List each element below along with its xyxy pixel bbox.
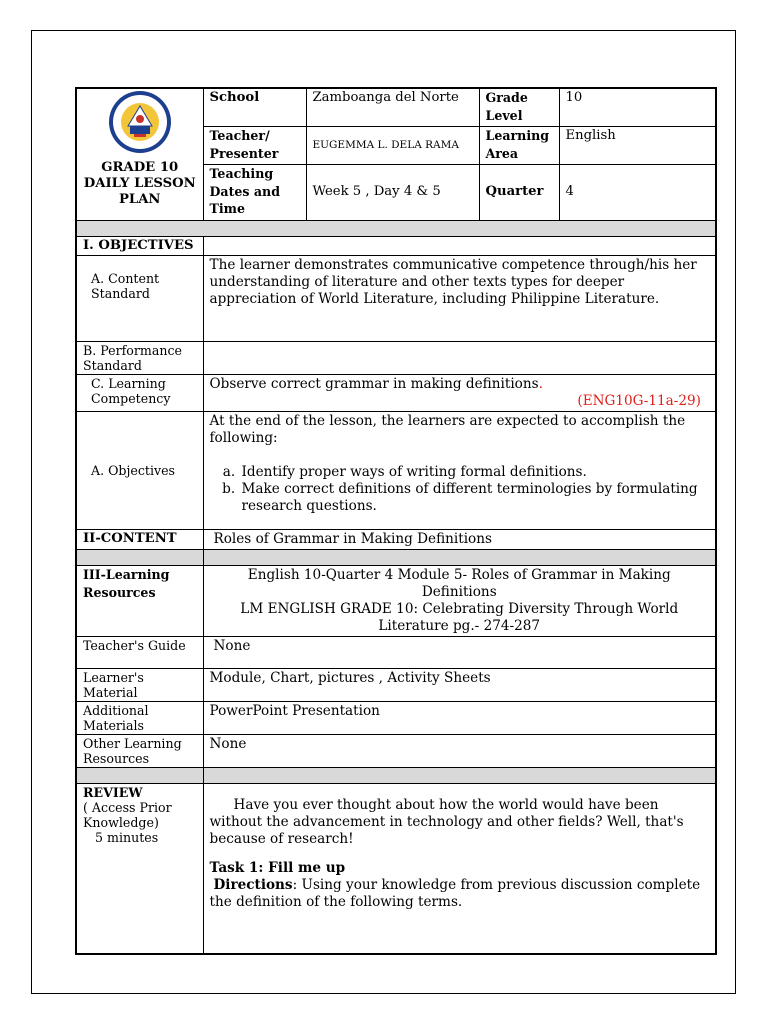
review-title xyxy=(83,785,197,800)
content-standard-value: The learner demonstrates communicative competence through/his her understanding of literature and other texts types for deeper appreciation of World Literature, including Philippine Literature. xyxy=(203,256,716,342)
resources-section-label: III-Learning Resources xyxy=(83,567,170,600)
objective-item: b. Make correct definitions of different terminologies by formulating research questions. xyxy=(240,481,710,515)
grade-level-label-cell xyxy=(479,88,559,127)
content-section-cell xyxy=(76,530,203,550)
plan-title: GRADE 10 DAILY LESSON PLAN xyxy=(83,160,196,207)
review-title-text: REVIEW xyxy=(83,785,143,800)
review-paragraph: Have you ever thought about how the world would have been without the advancement in technology and other fields? Well, that's because of research! xyxy=(209,797,684,847)
review-cell xyxy=(203,784,716,954)
teacher-label: Teacher/ Presenter xyxy=(209,128,279,161)
resources-line1: English 10-Quarter 4 Module 5- Roles of Grammar in Making Definitions xyxy=(247,567,671,600)
content-value: Roles of Grammar in Making Definitions xyxy=(213,531,492,547)
learning-area-value: English xyxy=(559,127,716,165)
objectives-section-label: I. OBJECTIVES xyxy=(83,237,194,253)
deped-seal-logo xyxy=(108,90,172,154)
learners-material-label: Learner's Material xyxy=(76,669,203,702)
school-value: Zamboanga del Norte xyxy=(306,88,479,127)
teachers-guide-value-cell xyxy=(203,637,716,669)
objectives-label-cell xyxy=(76,412,203,530)
directions-text: : Using your knowledge from previous discussion complete the definition of the following terms. xyxy=(209,877,701,910)
competency-label: C. Learning Competency xyxy=(91,376,171,406)
lesson-plan-table xyxy=(75,87,717,955)
competency-label-cell xyxy=(76,375,203,412)
dates-value: Week 5 , Day 4 & 5 xyxy=(306,165,479,221)
objectives-cell xyxy=(203,412,716,530)
dates-label-cell xyxy=(203,165,306,221)
gray-separator-right xyxy=(203,550,716,566)
resources-cell xyxy=(203,566,716,637)
gray-separator xyxy=(76,220,716,236)
other-resources-label: Other Learning Resources xyxy=(76,735,203,768)
teachers-guide-label: Teacher's Guide xyxy=(76,637,203,669)
content-standard-label-cell xyxy=(76,256,203,342)
task-title-row xyxy=(210,860,710,877)
objectives-section-empty xyxy=(203,236,716,256)
quarter-value: 4 xyxy=(559,165,716,221)
directions-label: Directions xyxy=(213,877,293,893)
objectives-section-cell xyxy=(76,236,203,256)
additional-materials-label: Additional Materials xyxy=(76,702,203,735)
review-label-cell xyxy=(76,784,203,954)
content-standard-label: A. Content Standard xyxy=(91,271,160,301)
teachers-guide-value: None xyxy=(213,638,251,654)
directions-row xyxy=(210,877,710,911)
grade-level-label: Grade Level xyxy=(485,90,528,123)
competency-value: Observe correct grammar in making definitions xyxy=(209,376,539,392)
competency-period: . xyxy=(538,376,543,392)
performance-standard-value xyxy=(203,342,716,375)
teacher-label-cell xyxy=(203,127,306,165)
other-resources-value: None xyxy=(203,735,716,768)
task-title: Task 1: Fill me up xyxy=(209,860,346,876)
additional-materials-value: PowerPoint Presentation xyxy=(203,702,716,735)
header-logo-cell xyxy=(76,88,203,220)
school-label-cell xyxy=(203,88,306,127)
objectives-list xyxy=(210,464,710,515)
quarter-label-cell xyxy=(479,165,559,221)
review-sub2: 5 minutes xyxy=(95,830,159,845)
grade-level-value: 10 xyxy=(559,88,716,127)
content-section-label: II-CONTENT xyxy=(83,531,177,546)
objective-item: a. Identify proper ways of writing formal definitions. xyxy=(240,464,710,481)
resources-line2: LM ENGLISH GRADE 10: Celebrating Diversity Through World Literature pg.- 274-287 xyxy=(240,601,679,634)
dates-label: Teaching Dates and Time xyxy=(209,166,281,216)
gray-separator-right-2 xyxy=(203,768,716,784)
school-label: School xyxy=(209,90,260,105)
learners-material-value: Module, Chart, pictures , Activity Sheets xyxy=(203,669,716,702)
performance-standard-label: B. Performance Standard xyxy=(76,342,203,375)
resources-section-cell xyxy=(76,566,203,637)
competency-code: (ENG10G-11a-29) xyxy=(577,393,701,409)
teacher-value: EUGEMMA L. DELA RAMA xyxy=(312,139,459,152)
objectives-label: A. Objectives xyxy=(91,463,176,478)
learning-area-label: Learning Area xyxy=(485,128,550,161)
content-value-cell xyxy=(203,530,716,550)
review-sub1: ( Access Prior Knowledge) xyxy=(83,800,172,830)
learning-area-label-cell xyxy=(479,127,559,165)
objectives-intro: At the end of the lesson, the learners are expected to accomplish the following: xyxy=(209,413,686,446)
quarter-label: Quarter xyxy=(485,184,544,199)
teacher-value-cell xyxy=(306,127,479,165)
competency-cell xyxy=(203,375,716,412)
gray-separator-left-2 xyxy=(76,768,203,784)
gray-separator-left xyxy=(76,550,203,566)
